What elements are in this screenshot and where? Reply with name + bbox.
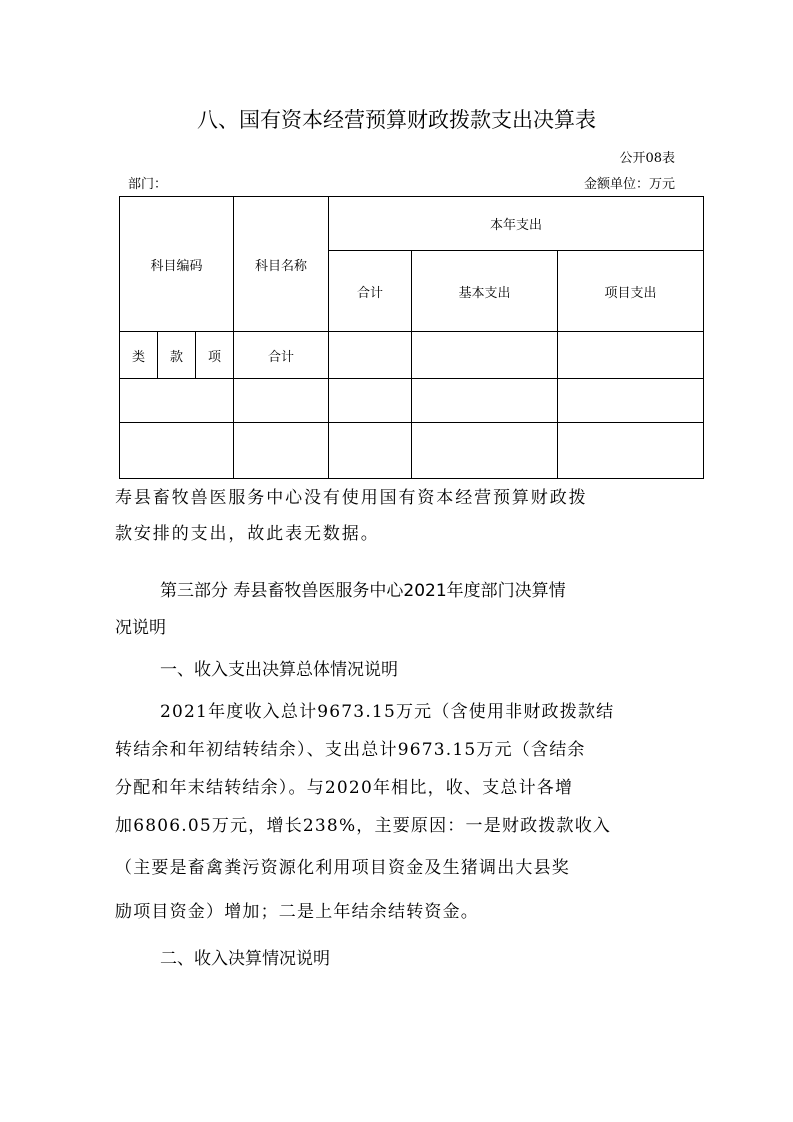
body-text-line: 励项目资金）增加；二是上年结余结转资金。 (115, 902, 479, 922)
total-row-label: 合计 (234, 332, 329, 379)
section3-heading-line1: 第三部分 寿县畜牧兽医服务中心2021年度部门决算情 (160, 581, 566, 601)
table-cell (412, 379, 558, 423)
table-cell (329, 423, 412, 479)
table-cell (558, 423, 704, 479)
kuan-header: 款 (158, 332, 196, 379)
no-data-note-line1: 寿县畜牧兽医服务中心没有使用国有资本经营预算财政拨 (115, 488, 588, 508)
table-cell (558, 332, 704, 379)
name-header: 科目名称 (234, 197, 329, 332)
section3-heading-line2: 况说明 (115, 618, 166, 638)
table-cell (234, 423, 329, 479)
table-cell (329, 379, 412, 423)
xiang-header: 项 (196, 332, 234, 379)
body-text-line: （主要是畜禽粪污资源化利用项目资金及生猪调出大县奖 (115, 858, 570, 878)
body-text-line: 2021年度收入总计9673.15万元（含使用非财政拨款结 (160, 702, 615, 722)
table-number: 公开08表 (619, 151, 675, 166)
table-cell (412, 423, 558, 479)
table-cell (412, 332, 558, 379)
table-cell (329, 332, 412, 379)
body-text-line: 分配和年末结转结余）。与2020年相比，收、支总计各增 (115, 778, 574, 798)
table-cell (234, 379, 329, 423)
no-data-note-line2: 款安排的支出，故此表无数据。 (115, 524, 380, 544)
department-label: 部门： (128, 177, 168, 192)
code-header: 科目编码 (120, 197, 234, 332)
basic-expense-header: 基本支出 (412, 251, 558, 332)
lei-header: 类 (120, 332, 158, 379)
year-expense-header: 本年支出 (329, 197, 704, 251)
page-title: 八、国有资本经营预算财政拨款支出决算表 (197, 108, 596, 132)
body-text-line: 转结余和年初结转结余）、支出总计9673.15万元（含结余 (115, 740, 586, 760)
budget-table (119, 196, 704, 479)
table-cell (120, 379, 234, 423)
heading-income-expense-overview: 一、收入支出决算总体情况说明 (160, 660, 398, 680)
project-expense-header: 项目支出 (558, 251, 704, 332)
total-column-header: 合计 (329, 251, 412, 332)
body-text-line: 加6806.05万元，增长238%，主要原因：一是财政拨款收入 (115, 816, 612, 836)
table-cell (558, 379, 704, 423)
heading-income-details: 二、收入决算情况说明 (160, 949, 330, 969)
table-cell (120, 423, 234, 479)
unit-label: 金额单位：万元 (583, 177, 675, 192)
